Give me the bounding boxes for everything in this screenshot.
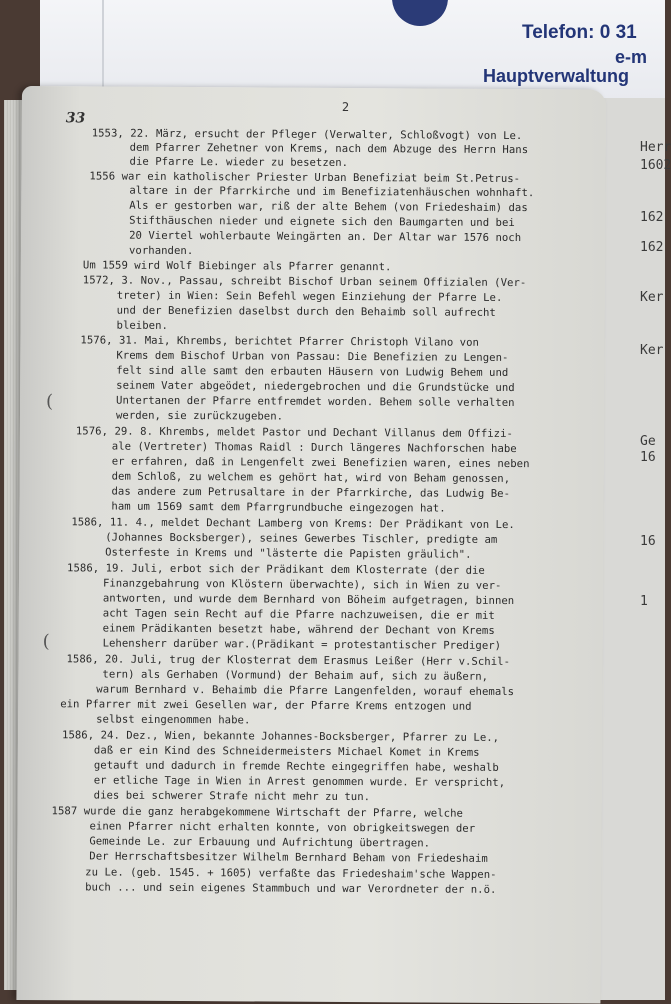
text-line: die Pfarre Le. wieder zu besetzen. [129,155,349,169]
text-line: vorhanden. [128,244,194,258]
text-line: einen Pfarrer nicht erhalten konnte, von obrigkeitswegen der [89,820,476,835]
text-line: antworten, und wurde dem Bernhard von Böheim aufgetragen, binnen [102,592,515,608]
page-number: 2 [341,99,350,114]
letterhead-phone: Telefon: 0 31 [522,22,637,43]
text-line: Als er gestorben war, riß der alte Behem (von Friedeshaim) das [129,199,528,215]
text-line: 1586, 24. Dez., Wien, bekannte Johannes-Bocksberger, Pfarrer zu Le., [61,729,500,744]
text-line: daß er ein Kind des Schneidermeisters Michael Komet in Krems [93,744,480,759]
text-line: Der Herrschaftsbesitzer Wilhelm Bernhard Beham von Friedeshaim [89,850,488,865]
text-line: 1572, 3. Nov., Passau, schreibt Bischof Urban seinem Offizialen (Ver- [82,274,527,290]
adjacent-text: 162 [640,240,664,255]
text-line: 1587 wurde die ganz herabgekommene Wirtschaft der Pfarre, welche [51,805,463,820]
adjacent-text: 16 [640,450,656,465]
text-line: ale (Vertreter) Thomas Raidl : Durch längeres Nachforschen habe [111,440,517,456]
text-line: bleiben. [116,319,169,332]
text-line: dem Pfarrer Zehetner von Krems, nach dem Abzuge des Herrn Hans [129,141,529,157]
text-line: er etliche Tage in Wien in Arrest genommen wurde. Er verspricht, [93,774,506,789]
text-line: zu Le. (geb. 1545. + 1605) verfaßte das Friedeshaim'sche Wappen- [85,866,497,881]
text-line: tern) als Gerhaben (Vormund) der Behaim auf, sich zu äußern, [102,668,489,683]
handwritten-page-number: 33 [65,110,86,127]
adjacent-text: 16 [640,534,656,549]
text-line: 1553, 22. März, ersucht der Pfleger (Verwalter, Schloßvogt) von Le. [91,127,523,143]
text-line: buch ... und sein eigenes Stammbuch und war Verordneter der n.ö. [85,881,497,896]
text-line: ham um 1569 samt dem Pfarrgrundbuche eingezogen hat. [111,500,446,515]
text-line: das andere zum Petrusaltare in der Pfarrkirche, das Ludwig Be- [111,485,511,500]
adjacent-text: 1602 [640,158,671,173]
text-line: und der Benefizien daselbst durch den Behaimb soll aufrecht [116,304,496,319]
text-line: werden, sie zurückzugeben. [115,409,284,423]
adjacent-text: Ker [640,290,664,305]
text-line: Um 1559 wird Wolf Biebinger als Pfarrer genannt. [82,259,392,274]
margin-bracket-mark: ( [42,631,50,653]
adjacent-text: Ge [640,434,656,449]
text-line: acht Tagen sein Recht auf die Pfarre nachzuweisen, die er mit [102,607,495,622]
document-page [16,86,606,1004]
letterhead-admin: Hauptverwaltung [483,66,630,86]
text-line: 1576, 29. 8. Khrembs, meldet Pastor und Dechant Villanus dem Offizi- [75,425,514,441]
text-line: einem Prädikanten besetzt habe, während der Dechant von Krems [102,622,495,637]
text-line: selbst eingenommen habe. [96,713,251,727]
text-line: altare in der Pfarrkirche und im Benefiziatenhäuschen wohnhaft. [129,184,535,200]
text-line: 1586, 20. Juli, trug der Klosterrat dem Erasmus Leißer (Herr v.Schil- [66,653,511,668]
text-line: 1586, 11. 4., meldet Dechant Lamberg von Krems: Der Prädikant von Le. [71,516,515,532]
adjacent-text: 1 [640,594,648,609]
adjacent-page [600,98,671,1000]
adjacent-text: Ker [640,343,664,358]
text-line: 1586, 19. Juli, erbot sich der Prädikant dem Klosterrate (der die [67,562,485,577]
text-line: ein Pfarrer mit zwei Gesellen war, der Pfarre Krems entzogen und [60,698,472,713]
text-line: seinem Vater abgeödet, niedergebrochen und die Grundstücke und [116,379,515,395]
text-line: Stifthäuschen nieder und eignete sich den Baumgarten und bei [129,214,515,230]
text-line: Osterfeste in Krems und "lästerte die Papisten gräulich". [105,546,472,561]
text-line: Untertanen der Pfarre entfremdet worden. Behem solle verhalten [116,394,515,410]
adjacent-text: 162 [640,210,664,225]
logo-mark [392,0,448,26]
text-line: treter) in Wien: Sein Befehl wegen Einziehung der Pfarre Le. [116,289,503,304]
margin-bracket-mark: ( [46,391,54,413]
text-line: getauft und dadurch in fremde Rechte eingegriffen habe, weshalb [93,759,499,774]
text-line: dem Schloß, zu welchem es gehört hat, wird von Beham genossen, [111,470,511,485]
text-line: (Johannes Bocksberger), seines Gewerbes Tischler, predigte am [105,531,498,546]
letterhead-email: e-m [615,47,648,67]
text-line: warum Bernhard v. Behaimb die Pfarre Langenfelden, worauf ehemals [96,683,515,699]
text-line: 20 Viertel wohlerbaute Weingärten an. Der Altar war 1576 noch [129,229,522,245]
text-line: 1556 war ein katholischer Priester Urban Benefiziat beim St.Petrus- [89,170,521,186]
text-line: dies bei schwerer Strafe nicht mehr zu tun. [93,789,371,804]
adjacent-text: Herr [640,140,671,155]
text-line: 1576, 31. Mai, Khrembs, berichtet Pfarrer Christoph Vilano von [80,334,480,349]
text-line: Krems dem Bischof Urban von Passau: Die Benefizien zu Lengen- [116,349,509,364]
text-line: Lehensherr darüber war.(Prädikant = protestantischer Prediger) [102,637,502,652]
text-line: Gemeinde Le. zur Erbauung und Aufrichtung übertragen. [89,835,431,850]
text-line: Finanzgebahrung von Klöstern überwachte), sich in Wien zu ver- [102,577,502,592]
text-line: felt sind alle samt den erbauten Häusern von Ludwig Behem und [116,364,509,379]
text-line: er erfahren, daß in Lengenfelt zwei Benefizien waren, eines neben [111,455,530,471]
